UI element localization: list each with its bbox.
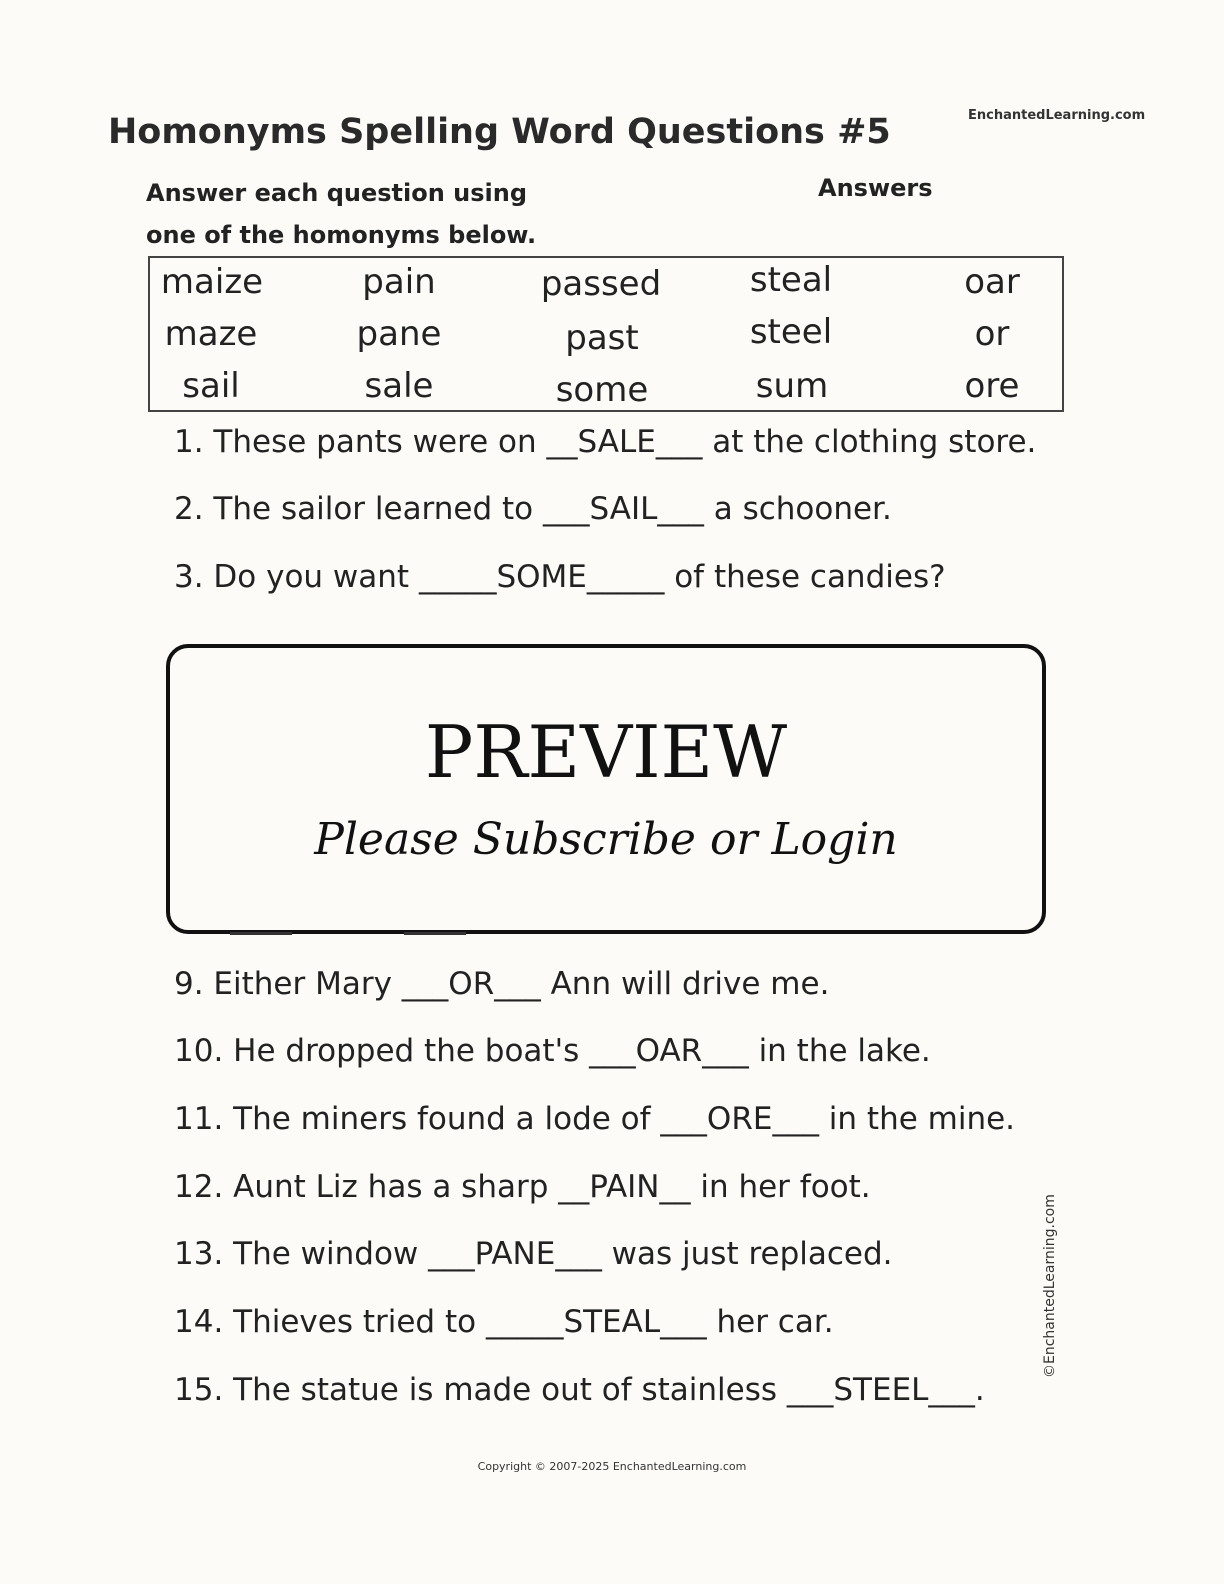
question-11: 11. The miners found a lode of ___ORE___ in the mine. [174,1101,1016,1137]
word-bank-word: or [974,314,1010,354]
word-bank-word: oar [964,262,1020,302]
word-bank-word: steel [749,312,833,352]
instructions-line-2: one of the homonyms below. [146,221,537,249]
question-9: 9. Either Mary ___OR___ Ann will drive me. [174,966,830,1002]
word-bank-word: sail [182,366,240,406]
word-bank-word: passed [540,264,662,304]
question-10: 10. He dropped the boat's ___OAR___ in the lake. [174,1033,931,1069]
blank-line-fragment [230,932,292,935]
question-1: 1. These pants were on __SALE___ at the clothing store. [174,424,1037,460]
word-bank-word: some [555,370,649,410]
word-bank-word: maize [160,262,264,302]
preview-overlay[interactable] [166,644,1046,934]
instructions-line-1: Answer each question using [146,179,528,207]
question-2: 2. The sailor learned to ___SAIL___ a schooner. [174,491,892,527]
question-3: 3. Do you want _____SOME_____ of these candies? [174,559,946,595]
word-bank [148,256,1064,412]
word-bank-word: pain [362,262,436,302]
preview-title: PREVIEW [424,710,788,794]
preview-subscribe-login-link[interactable]: Please Subscribe or Login [314,814,898,865]
instructions [146,172,536,256]
word-bank-word: past [565,318,639,358]
footer-copyright: Copyright © 2007-2025 EnchantedLearning.com [477,1460,747,1473]
answers-label: Answers [818,174,933,202]
word-bank-word: pane [356,314,442,354]
question-15: 15. The statue is made out of stainless ___STEEL___. [174,1372,985,1408]
question-13: 13. The window ___PANE___ was just replaced. [174,1236,893,1272]
question-14: 14. Thieves tried to _____STEAL___ her car. [174,1304,834,1340]
blank-line-fragment [404,932,466,935]
site-logo-text: EnchantedLearning.com [968,108,1146,123]
page-title: Homonyms Spelling Word Questions #5 [108,112,891,152]
word-bank-word: maze [164,314,258,354]
question-12: 12. Aunt Liz has a sharp __PAIN__ in her foot. [174,1169,871,1205]
side-copyright: ©EnchantedLearning.com [1042,1194,1058,1378]
word-bank-word: sum [755,366,829,406]
word-bank-word: ore [964,366,1020,406]
word-bank-word: steal [749,260,833,300]
word-bank-word: sale [364,366,434,406]
